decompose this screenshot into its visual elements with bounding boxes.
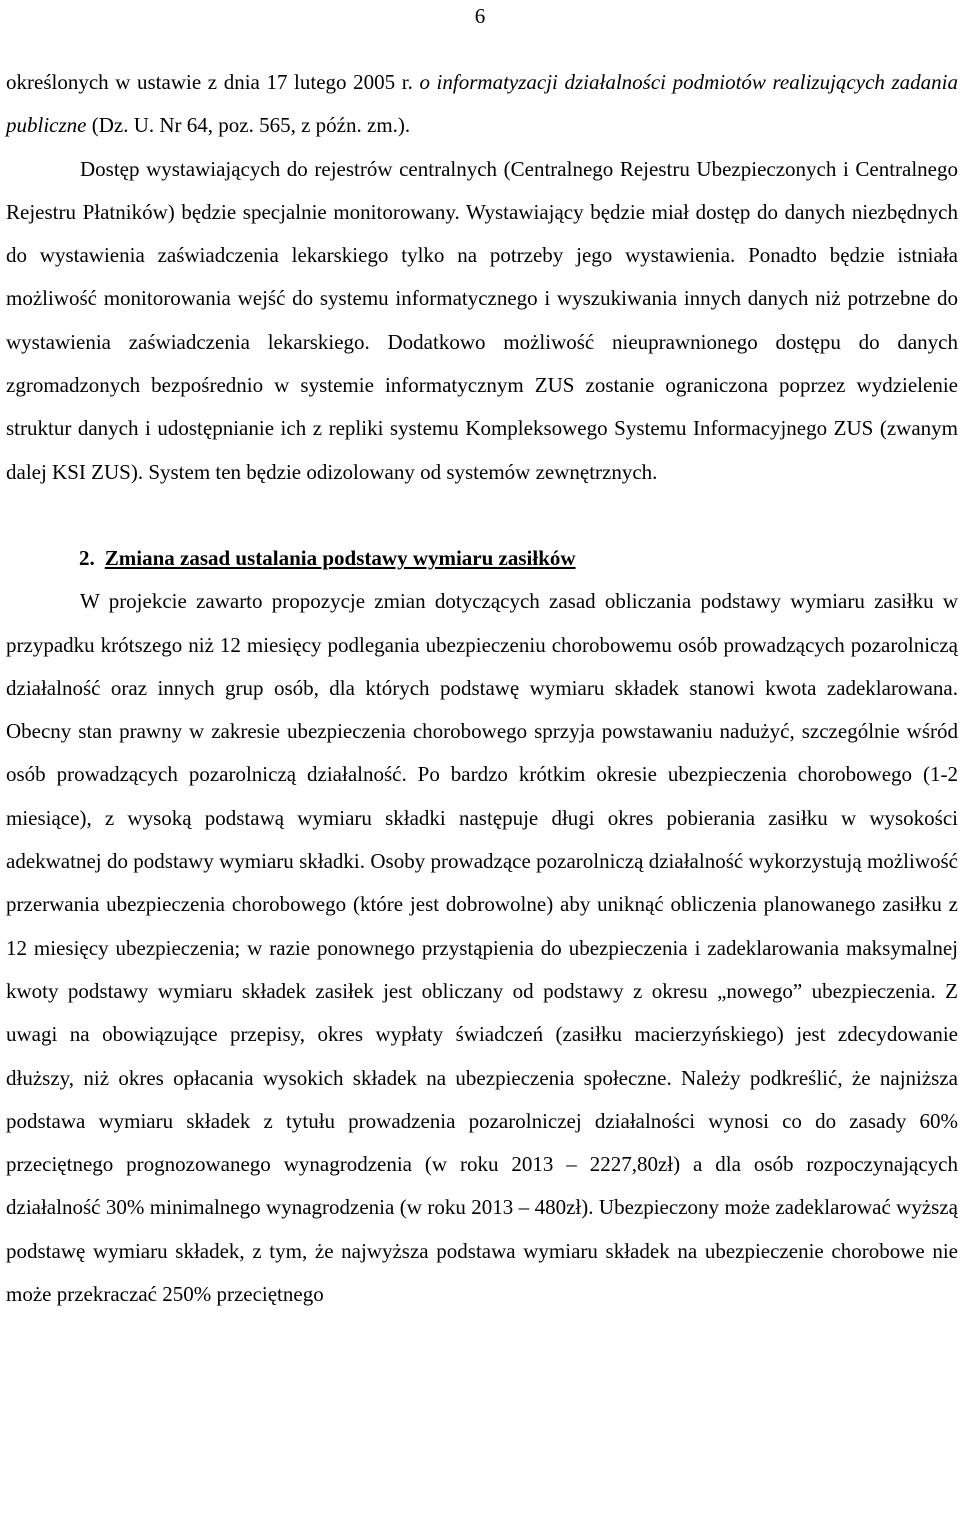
paragraph-text: (Dz. U. Nr 64, poz. 565, z późn. zm.). — [86, 113, 411, 138]
section-title: Zmiana zasad ustalania podstawy wymiaru zasiłków — [104, 545, 576, 570]
page-number: 6 — [474, 4, 486, 28]
document-body — [6, 61, 958, 1316]
paragraph-benefit-basis: W projekcie zawarto propozycje zmian dotyczących zasad obliczania podstawy wymiaru zasiłku w przypadku krótszego niż 12 miesięcy podlegania ubezpieczeniu chorobowemu osób prowadzących pozarolniczą działalność oraz innych grup osób, dla których podstawę wymiaru składek stanowi kwota zadeklarowana. Obecny stan prawny w zakresie ubezpieczenia chorobowego sprzyja powstawaniu nadużyć, szczególnie wśród osób prowadzących pozarolniczą działalność. Po bardzo krótkim okresie ubezpieczenia chorobowego (1-2 miesiące), z wysoką podstawą wymiaru składki następuje długi okres pobierania zasiłku w wysokości adekwatnej do podstawy wymiaru składki. Osoby prowadzące pozarolniczą działalność wykorzystują możliwość przerwania ubezpieczenia chorobowego (które jest dobrowolne) aby uniknąć obliczenia planowanego zasiłku z 12 miesięcy ubezpieczenia; w razie ponownego przystąpienia do ubezpieczenia i zadeklarowania maksymalnej kwoty podstawy wymiaru składek zasiłek jest obliczany od podstawy z okresu „nowego” ubezpieczenia. Z uwagi na obowiązujące przepisy, okres wypłaty świadczeń (zasiłku macierzyńskiego) jest zdecydowanie dłuższy, niż okres opłacania wysokich składek na ubezpieczenia społeczne. Należy podkreślić, że najniższa podstawa wymiaru składek z tytułu prowadzenia pozarolniczej działalności wynosi co do zasady 60% przeciętnego prognozowanego wynagrodzenia (w roku 2013 – 2227,80zł) a dla osób rozpoczynających działalność 30% minimalnego wynagrodzenia (w roku 2013 – 480zł). Ubezpieczony może zadeklarować wyższą podstawę wymiaru składek, z tym, że najwyższa podstawa wymiaru składek na ubezpieczenie chorobowe nie może przekraczać 250% przeciętnego — [6, 589, 958, 1307]
section-heading — [6, 537, 958, 580]
act-title: o informatyzacji działalności podmiotów realizujących zadania publiczne — [6, 70, 958, 138]
section-gap — [6, 494, 958, 537]
paragraph-text: określonych w ustawie z dnia 17 lutego 2005 r. — [6, 70, 420, 94]
section-number: 2. — [79, 545, 95, 570]
paragraph-access-monitoring: Dostęp wystawiających do rejestrów centralnych (Centralnego Rejestru Ubezpieczonych i Centralnego Rejestru Płatników) będzie specjalnie monitorowany. Wystawiający będzie miał dostęp do danych niezbędnych do wystawienia zaświadczenia lekarskiego tylko na potrzeby jego wystawienia. Ponadto będzie istniała możliwość monitorowania wejść do systemu informatycznego i wyszukiwania innych danych niż potrzebne do wystawienia zaświadczenia lekarskiego. Dodatkowo możliwość nieuprawnionego dostępu do danych zgromadzonych bezpośrednio w systemie informatycznym ZUS zostanie ograniczona poprzez wydzielenie struktur danych i udostępnianie ich z repliki systemu Kompleksowego Systemu Informacyjnego ZUS (zwanym dalej KSI ZUS). System ten będzie odizolowany od systemów zewnętrznych. — [6, 156, 958, 484]
paragraph-continuation — [6, 61, 958, 148]
